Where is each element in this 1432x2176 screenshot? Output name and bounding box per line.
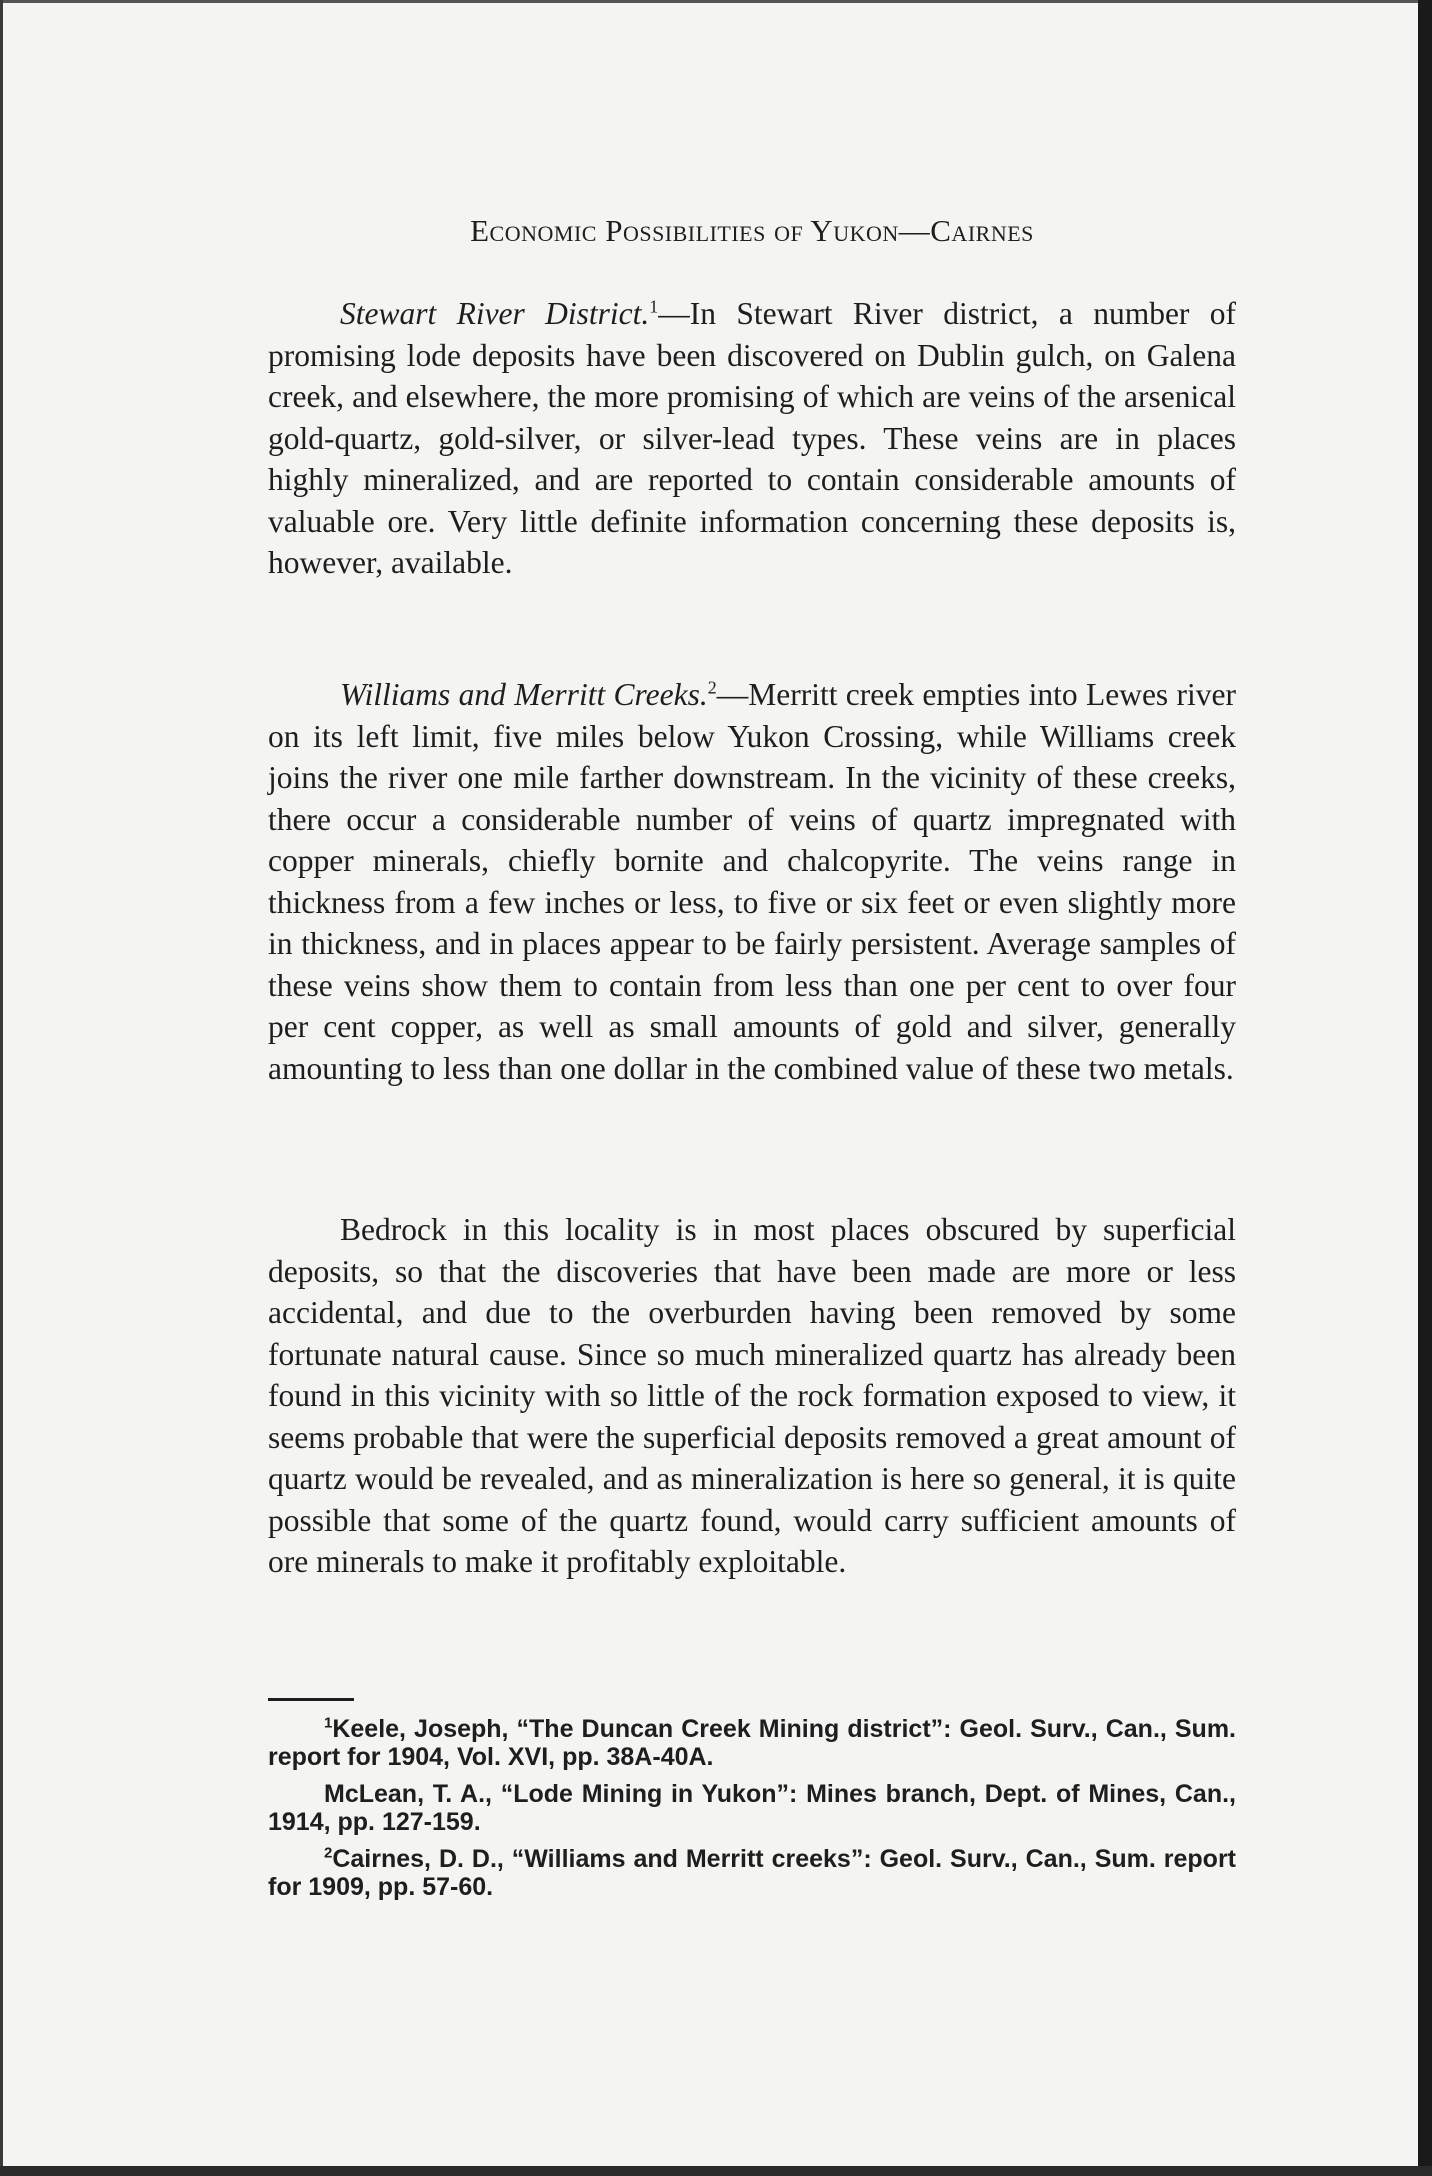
footnote xyxy=(268,1846,1236,1901)
footnote xyxy=(268,1716,1236,1771)
footnote-mark: 2 xyxy=(324,1844,333,1862)
section-title: Williams and Merritt Creeks. xyxy=(340,677,708,712)
paragraph-williams-merritt xyxy=(268,674,1236,1089)
footnote-marker: 2 xyxy=(707,677,717,698)
footnotes xyxy=(268,1716,1236,1911)
section-title: Stewart River District. xyxy=(340,296,650,331)
paragraph-stewart-river xyxy=(268,293,1236,584)
page-edge-right xyxy=(1418,0,1432,2176)
footnote xyxy=(268,1781,1236,1836)
paragraph-text: —Merritt creek empties into Lewes river on its left limit, five miles below Yukon Crossing, while Williams creek joins the river one mile farther downstream. In the vicinity of these creeks, there occur a considerable number of veins of quartz impregnated with copper minerals, chiefly bornite and chalcopyrite. The veins range in thickness from a few inches or less, to five or six feet or even slightly more in thickness, and in places appear to be fairly persistent. Average samples of these veins show them to contain from less than one per cent to over four per cent copper, as well as small amounts of gold and silver, generally amounting to less than one dollar in the combined value of these two metals. xyxy=(268,677,1236,1086)
footnote-text: Cairnes, D. D., “Williams and Merritt creeks”: Geol. Surv., Can., Sum. report for 1909, pp. 57-60. xyxy=(268,1845,1236,1901)
page-edge-bottom xyxy=(0,2166,1432,2176)
paragraph-text: —In Stewart River district, a number of promising lode deposits have been discovered on Dublin gulch, on Galena creek, and elsewhere, the more promising of which are veins of the arsenical gold-quartz, gold-silver, or silver-lead types. These veins are in places highly mineralized, and are reported to contain considerable amounts of valuable ore. Very little definite information concerning these deposits is, however, available. xyxy=(268,296,1236,580)
footnote-text: Keele, Joseph, “The Duncan Creek Mining district”: Geol. Surv., Can., Sum. report for 1904, Vol. XVI, pp. 38A-40A. xyxy=(268,1715,1236,1771)
paragraph-bedrock xyxy=(268,1209,1236,1583)
paragraph-text: Bedrock in this locality is in most places obscured by superficial deposits, so that the discoveries that have been made are more or less accidental, and due to the overburden having been removed by some fortunate natural cause. Since so much mineralized quartz has already been found in this vicinity with so little of the rock formation exposed to view, it seems probable that were the superficial deposits removed a great amount of quartz would be revealed, and as mineralization is here so general, it is quite possible that some of the quartz found, would carry sufficient amounts of ore minerals to make it profitably exploitable. xyxy=(268,1212,1236,1579)
footnote-mark: 1 xyxy=(324,1714,333,1732)
running-head: Economic Possibilities of Yukon—Cairnes xyxy=(470,213,1034,248)
footnote-text: McLean, T. A., “Lode Mining in Yukon”: Mines branch, Dept. of Mines, Can., 1914, pp. 127-159. xyxy=(268,1780,1236,1836)
footnote-divider xyxy=(268,1698,354,1701)
page-edge-left xyxy=(0,0,3,2176)
footnote-marker: 1 xyxy=(649,296,659,317)
page-edge-top xyxy=(0,0,1432,3)
